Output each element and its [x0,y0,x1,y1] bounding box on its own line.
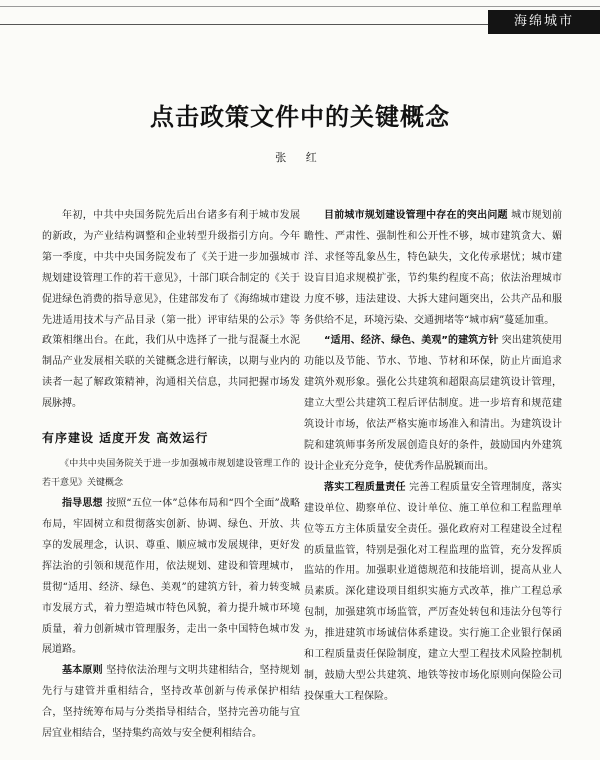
intro-paragraph: 年初，中共中央国务院先后出台诸多有利于城市发展的新政，为产业结构调整和企业转型升级指引方向。今年第一季度，中共中央国务院发布了《关于进一步加强城市规划建设管理工作的若干意见》，十部门联合制定的《关于促进绿色消费的指导意见》，住建部发布了《海绵城市建设先进适用技术与产品目录（第一批）评审结果的公示》等政策相继出台。在此，我们从中选择了一批与混凝土水泥制品产业发展相关联的关键概念进行解读，以期与业内的读者一起了解政策精神，沟通相关信息，共同把握市场发展脉搏。 [42,210,300,410]
section-tag: 海绵城市 [488,10,600,34]
policy-paragraph [304,331,562,477]
header-top-rule [0,6,600,7]
header-rule [0,24,490,25]
guiding-label: 指导思想 [62,498,103,510]
policy-source-note: 《中共中央国务院关于进一步加强城市规划建设管理工作的若干意见》关键概念 [42,459,300,489]
quality-paragraph [304,478,562,708]
section-heading: 有序建设 适度开发 高效运行 [42,431,209,446]
problems-paragraph [304,206,562,331]
basic-text: 坚持依法治理与文明共建相结合，坚持规划先行与建管并重相结合，坚持改革创新与传承保护相结合，坚持统筹布局与分类指导相结合，坚持完善功能与宜居宜业相结合，坚持集约高效与安全便利相结合。 [42,665,301,740]
guiding-paragraph [42,494,300,661]
quality-label: 落实工程质量责任 [324,481,406,493]
article-author: 张 红 [275,151,325,164]
article-title: 点击政策文件中的关键概念 [150,103,450,131]
basic-label: 基本原则 [62,665,103,677]
problems-label: 目前城市规划建设管理中存在的突出问题 [324,210,508,221]
right-column [304,206,562,708]
policy-label: “适用、经济、绿色、美观”的建筑方针 [324,335,499,347]
basic-paragraph [42,661,300,745]
guiding-text: 按照“五位一体”总体布局和“四个全面”战略布局，牢固树立和贯彻落实创新、协调、绿色、开放、共享的发展理念，认识、尊重、顺应城市发展规律，更好发挥法治的引领和规范作用，依法规划、建设和管理城市，贯彻“适用、经济、绿色、美观”的建筑方针，着力转变城市发展方式，着力塑造城市特色风貌，着力提升城市环境质量，着力创新城市管理服务，走出一条中国特色城市发展道路。 [42,498,300,656]
policy-text: 突出建筑使用功能以及节能、节水、节地、节材和环保，防止片面追求建筑外观形象。强化公共建筑和超限高层建筑设计管理，建立大型公共建筑工程后评估制度。进一步培育和规范建筑设计市场，依法严格实施市场准入和清出。为建筑设计院和建筑师事务所发展创造良好的条件，鼓励国内外建筑设计企业充分竞争，使优秀作品脱颖而出。 [304,335,562,472]
quality-text: 完善工程质量安全管理制度，落实建设单位、勘察单位、设计单位、施工单位和工程监理单位等五方主体质量安全责任。强化政府对工程建设全过程的质量监管，特别是强化对工程监理的监管，充分发挥质监站的作用。加强职业道德规范和技能培训，提高从业人员素质。深化建设项目组织实施方式改革，推广工程总承包制，加强建筑市场监管，严厉查处转包和违法分包等行为，推进建筑市场诚信体系建设。实行施工企业银行保函和工程质量责任保险制度，建立大型工程技术风险控制机制，鼓励大型公共建筑、地铁等按市场化原则向保险公司投保重大工程保险。 [304,481,563,702]
problems-text: 城市规划前瞻性、严肃性、强制性和公开性不够，城市建筑贪大、媚洋、求怪等乱象丛生，特色缺失，文化传承堪忧；城市建设盲目追求规模扩张，节约集约程度不高；依法治理城市力度不够，违法建设、大拆大建问题突出，公共产品和服务供给不足，环境污染、交通拥堵等“城市病”蔓延加重。 [304,210,563,326]
left-column [42,206,300,745]
